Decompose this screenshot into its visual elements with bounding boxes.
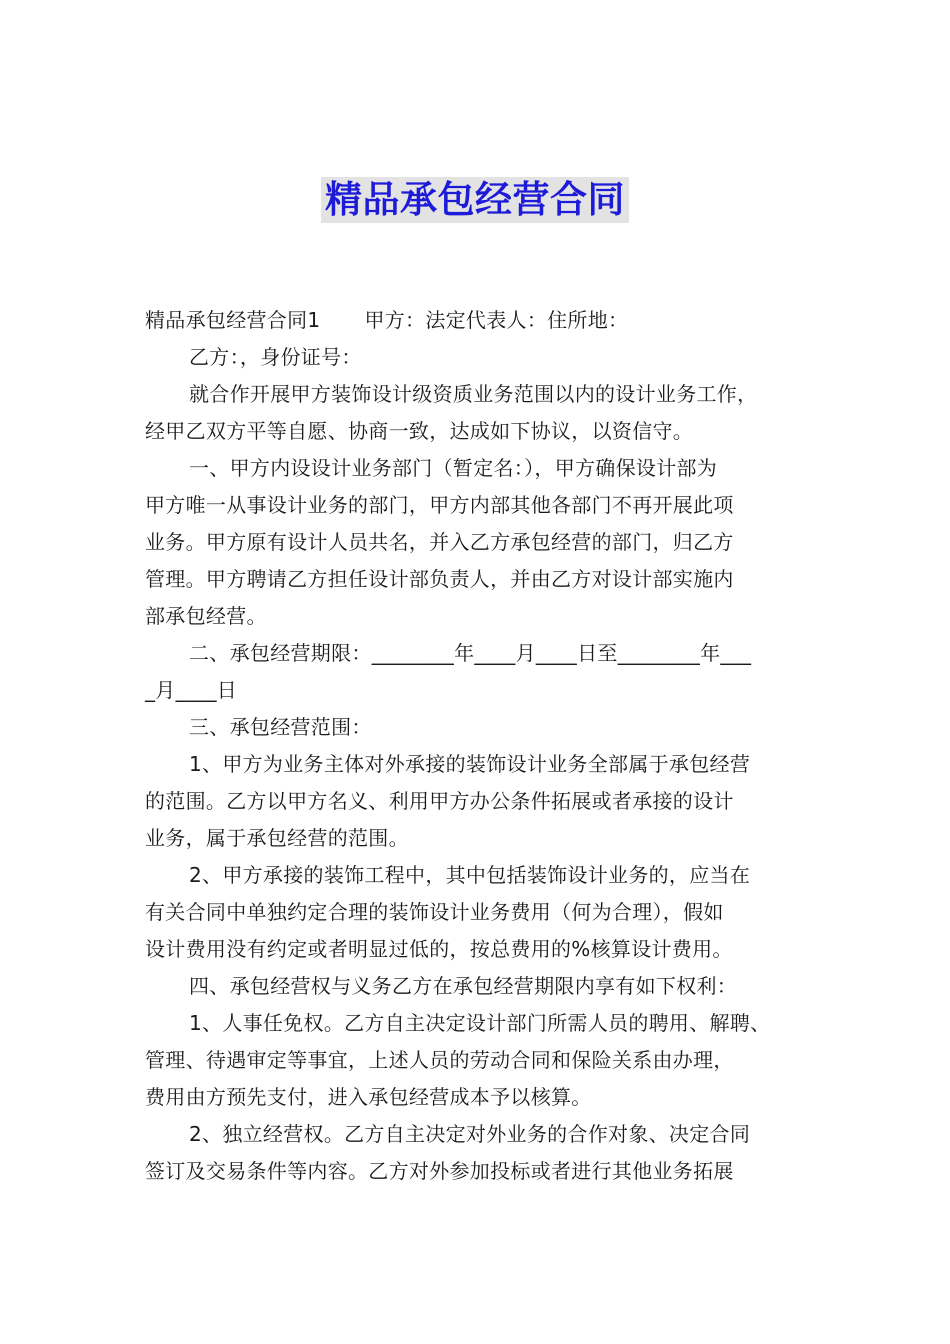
document-title: 精品承包经营合同 bbox=[321, 177, 629, 223]
paragraph-line: 的范围。乙方以甲方名义、利用甲方办公条件拓展或者承接的设计 bbox=[145, 789, 734, 813]
paragraph-line: 签订及交易条件等内容。乙方对外参加投标或者进行其他业务拓展 bbox=[145, 1159, 734, 1183]
paragraph-line: 经甲乙双方平等自愿、协商一致，达成如下协议，以资信守。 bbox=[145, 419, 694, 443]
title-container bbox=[0, 177, 950, 223]
paragraph-line: 就合作开展甲方装饰设计级资质业务范围以内的设计业务工作， bbox=[189, 382, 758, 406]
paragraph-line: 设计费用没有约定或者明显过低的，按总费用的%核算设计费用。 bbox=[145, 937, 733, 961]
paragraph-line: 二、承包经营期限：________年____月____日至________年___ bbox=[189, 641, 752, 665]
paragraph-line: 三、承包经营范围： bbox=[189, 715, 372, 739]
paragraph-line: _月____日 bbox=[145, 678, 238, 702]
paragraph-line: 费用由方预先支付，进入承包经营成本予以核算。 bbox=[145, 1085, 592, 1109]
document-body bbox=[145, 302, 815, 1190]
paragraph-line: 四、承包经营权与义务乙方在承包经营期限内享有如下权利： bbox=[189, 974, 738, 998]
paragraph-line: 2、独立经营权。乙方自主决定对外业务的合作对象、决定合同 bbox=[189, 1122, 751, 1146]
paragraph-line: 业务，属于承包经营的范围。 bbox=[145, 826, 409, 850]
paragraph-line bbox=[145, 302, 815, 339]
paragraph-line: 一、甲方内设设计业务部门（暂定名：），甲方确保设计部为 bbox=[189, 456, 718, 480]
paragraph-line: 部承包经营。 bbox=[145, 604, 267, 628]
paragraph-line: 1、甲方为业务主体对外承接的装饰设计业务全部属于承包经营 bbox=[189, 752, 751, 776]
paragraph-line: 管理。甲方聘请乙方担任设计部负责人，并由乙方对设计部实施内 bbox=[145, 567, 734, 591]
line-text: 精品承包经营合同1 bbox=[145, 308, 321, 332]
paragraph-line: 2、甲方承接的装饰工程中，其中包括装饰设计业务的，应当在 bbox=[189, 863, 751, 887]
paragraph-line: 1、人事任免权。乙方自主决定设计部门所需人员的聘用、解聘、 bbox=[189, 1011, 771, 1035]
paragraph-line: 有关合同中单独约定合理的装饰设计业务费用（何为合理），假如 bbox=[145, 900, 724, 924]
line-text-suffix: 甲方：法定代表人：住所地： bbox=[364, 308, 629, 332]
paragraph-line: 业务。甲方原有设计人员共名，并入乙方承包经营的部门，归乙方 bbox=[145, 530, 734, 554]
paragraph-line: 甲方唯一从事设计业务的部门，甲方内部其他各部门不再开展此项 bbox=[145, 493, 734, 517]
paragraph-line: 管理、待遇审定等事宜，上述人员的劳动合同和保险关系由办理， bbox=[145, 1048, 734, 1072]
paragraph-line: 乙方：，身份证号： bbox=[189, 345, 362, 369]
